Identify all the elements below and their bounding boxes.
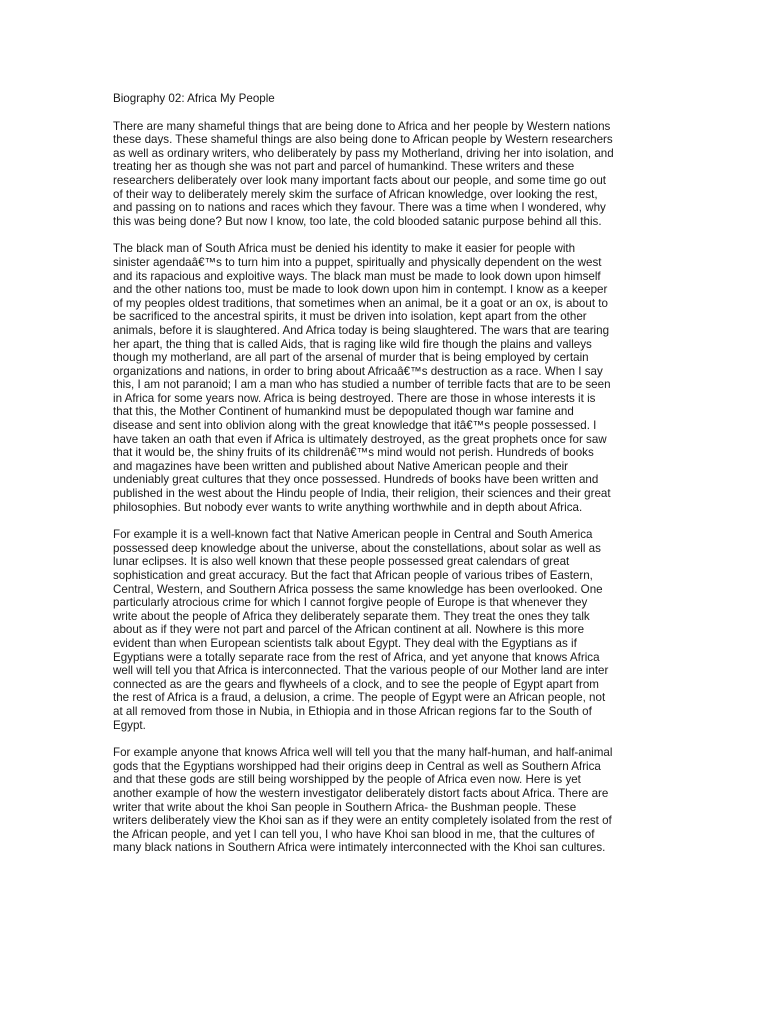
paragraph-4: For example anyone that knows Africa well will tell you that the many half-human, and half-animal gods that the Egyptians worshipped had their origins deep in Central as well as Southern Africa and that these gods are still being worshipped by the people of Africa even now. Here is yet another example of how the western investigator deliberately distort facts about Africa. There are writer that write about the khoi San people in Southern Africa- the Bushman people. These writers deliberately view the Khoi san as if they were an entity completely isolated from the rest of the African people, and yet I can tell you, I who have Khoi san blood in me, that the cultures of many black nations in Southern Africa were intimately interconnected with the Khoi san cultures. xyxy=(113,746,613,855)
paragraph-3: For example it is a well-known fact that Native American people in Central and South America possessed deep knowledge about the universe, about the constellations, about solar as well as lunar eclipses. It is also well known that these people possessed great calendars of great sophistication and great accuracy. But the fact that African people of various tribes of Eastern, Central, Western, and Southern Africa possess the same knowledge has been overlooked. One particularly atrocious crime for which I cannot forgive people of Europe is that whenever they write about the people of Africa they deliberately separate them. They treat the ones they talk about as if they were not part and parcel of the African continent at all. Nowhere is this more evident than when European scientists talk about Egypt. They deal with the Egyptians as if Egyptians were a totally separate race from the rest of Africa, and yet anyone that knows Africa well will tell you that Africa is interconnected. That the various people of our Mother land are inter connected as are the gears and flywheels of a clock, and to see the people of Egypt apart from the rest of Africa is a fraud, a delusion, a crime. The people of Egypt were an African people, not at all removed from those in Nubia, in Ethiopia and in those African regions far to the South of Egypt. xyxy=(113,528,609,732)
paragraph-2: The black man of South Africa must be denied his identity to make it easier for people with sinister agendaâ€™s to turn him into a puppet, spiritually and physically dependent on the west and its rapacious and exploitive ways. The black man must be made to look down upon himself and the other nations too, must be made to look down upon him in contempt. I know as a keeper of my peoples oldest traditions, that sometimes when an animal, be it a goat or an ox, is about to be sacrificed to the ancestral spirits, it must be driven into isolation, kept apart from the other animals, before it is slaughtered. And Africa today is being slaughtered. The wars that are tearing her apart, the thing that is called Aids, that is raging like wild fire though the plains and valleys though my motherland, are all part of the arsenal of murder that is being employed by certain organizations and nations, in order to bring about Africaâ€™s destruction as a race. When I say this, I am not paranoid; I am a man who has studied a number of terrible facts that are to be seen in Africa for some years now. Africa is being destroyed. There are those in whose interests it is that this, the Mother Continent of humankind must be depopulated though war famine and disease and sent into oblivion along with the great knowledge that itâ€™s people possessed. I have taken an oath that even if Africa is ultimately destroyed, as the great prophets once for saw that it would be, the shiny fruits of its childrenâ€™s mind would not perish. Hundreds of books and magazines have been written and published about Native American people and their undeniably great cultures that they once possessed. Hundreds of books have been written and published in the west about the Hindu people of India, their religion, their sciences and their great philosophies. But nobody ever wants to write anything worthwhile and in depth about Africa. xyxy=(113,242,611,514)
paragraph-1: There are many shameful things that are being done to Africa and her people by Western nations these days. These shameful things are also being done to African people by Western researchers as well as ordinary writers, who deliberately by pass my Motherland, driving her into isolation, and treating her as though she was not part and parcel of humankind. These writers and these researchers deliberately over look many important facts about our people, and some time go out of their way to deliberately merely skim the surface of African knowledge, over looking the rest, and passing on to nations and races which they favour. There was a time when I wondered, why this was being done? But now I know, too late, the cold blooded satanic purpose behind all this. xyxy=(113,119,614,228)
document-title: Biography 02: Africa My People xyxy=(113,92,275,105)
